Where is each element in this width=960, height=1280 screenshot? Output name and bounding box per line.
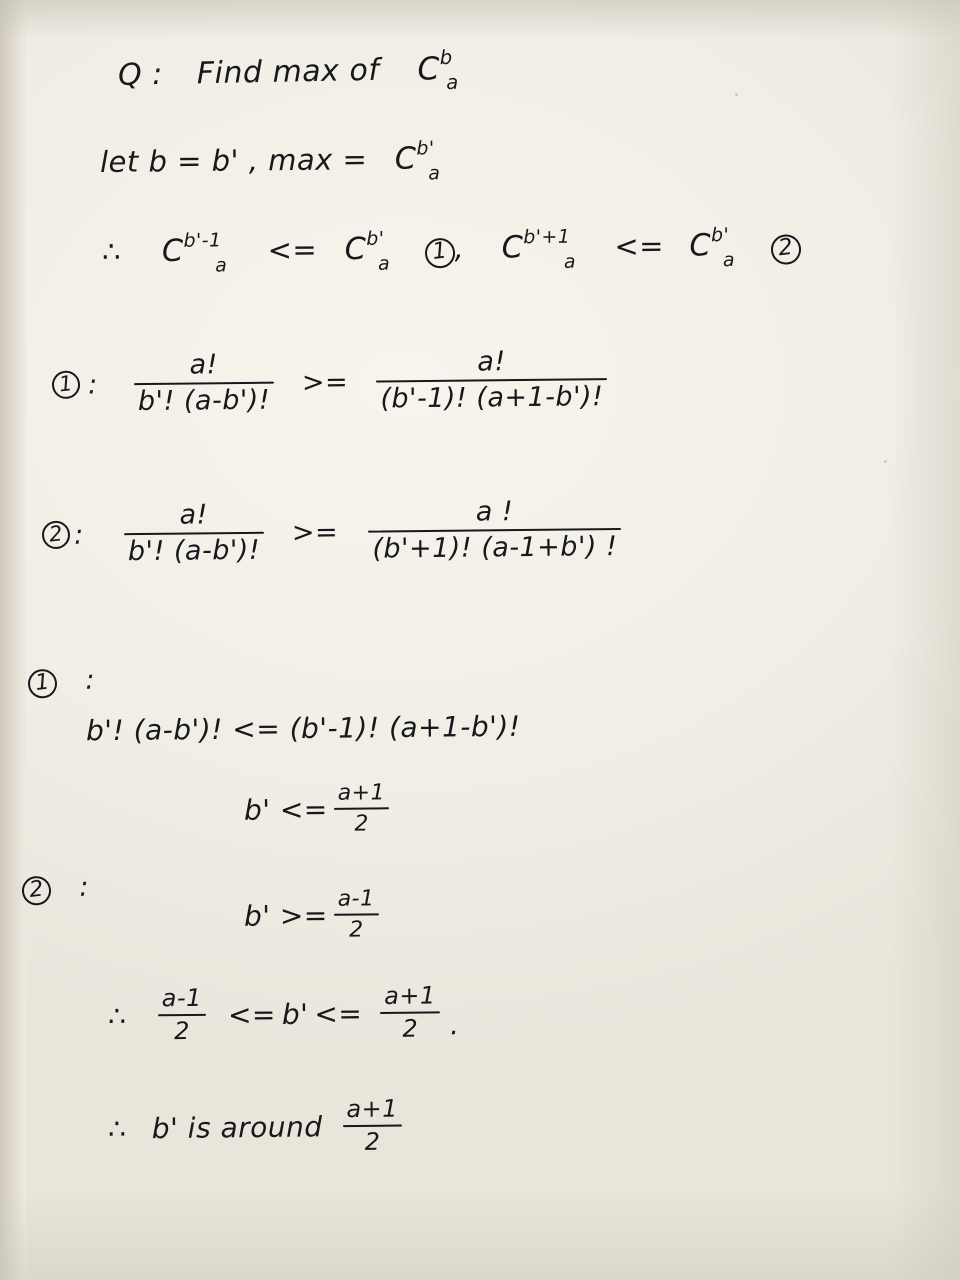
denominator: 2 [354, 811, 370, 837]
equation-1-rhs-fraction [376, 347, 608, 414]
numerator: a+1 [337, 780, 386, 806]
solve-1-step-1: b'! (a-b')! <= (b'-1)! (a+1-b')! [85, 709, 521, 748]
numerator: a! [189, 349, 219, 381]
binomial-C: C [501, 230, 524, 266]
denominator: 2 [349, 917, 364, 943]
therefore-inequalities-line [101, 224, 802, 277]
denominator: b'! (a-b')! [137, 384, 271, 418]
binomial-C: C [394, 141, 417, 177]
binomial-C: C [417, 50, 441, 88]
solve-1-colon: : [85, 664, 96, 696]
therefore-symbol: ∴ [101, 234, 121, 269]
solve-2-tag: 2 [20, 875, 52, 907]
equation-tag-1: 1 [423, 237, 456, 270]
denominator: 2 [364, 1127, 381, 1157]
let-text: let b = b' , max = [99, 142, 368, 179]
equation-2-lhs-fraction [123, 501, 264, 567]
fraction-bar [380, 1012, 440, 1015]
term-1 [161, 229, 244, 277]
comma: , [454, 231, 465, 266]
solve-1-step-2 [244, 781, 396, 837]
paper-speck [735, 93, 738, 96]
equation-1-relation: >= [301, 366, 349, 399]
binomial-sub: a [377, 252, 391, 275]
conclusion-2-fraction [342, 1096, 402, 1155]
binomial-sub: a [215, 253, 228, 277]
conclusion-1-relation-2: <= [314, 996, 363, 1031]
question-text: Find max of [196, 52, 380, 92]
relation-2: <= [614, 228, 665, 264]
solve-2-step [244, 887, 385, 943]
binomial-sup: b'+1 [523, 225, 571, 249]
numerator: a+1 [346, 1094, 399, 1124]
equation-2-tag: 2 [40, 520, 71, 551]
denominator: 2 [174, 1017, 191, 1046]
let-line [99, 137, 447, 184]
fraction-bar [343, 1125, 403, 1128]
solve-1-tag-line [28, 665, 95, 699]
page-left-edge-shadow [0, 0, 26, 1280]
equation-1-lhs-fraction [133, 351, 274, 417]
question-binomial [417, 45, 466, 95]
equation-2-colon: : [73, 519, 84, 551]
conclusion-1-upper-fraction [380, 983, 440, 1042]
binomial-sub: a [722, 248, 736, 271]
binomial-C: C [689, 228, 712, 264]
let-binomial [394, 137, 447, 184]
numerator: a! [477, 346, 506, 378]
solve-1-tag: 1 [26, 668, 58, 700]
fraction-bar [158, 1014, 206, 1017]
conclusion-1-variable: b' [281, 997, 309, 1031]
page-right-shadow [890, 0, 960, 1280]
denominator: (b'+1)! (a-1+b') ! [372, 531, 618, 565]
binomial-sub: a [446, 71, 459, 95]
equation-2-relation: >= [291, 516, 339, 549]
binomial-sup: b' [710, 224, 730, 247]
conclusion-1-line [108, 983, 460, 1045]
page-bottom-shadow [0, 1190, 960, 1280]
equation-1-tag: 1 [50, 370, 81, 401]
binomial-sup: b' [416, 137, 435, 160]
denominator: b'! (a-b')! [127, 535, 261, 568]
term-2 [344, 227, 407, 275]
conclusion-1-period: . [449, 1008, 460, 1042]
conclusion-2-text: b' is around [151, 1110, 323, 1145]
therefore-symbol: ∴ [107, 999, 127, 1033]
solve-2-tag-line [22, 872, 89, 906]
binomial-sub: a [428, 161, 441, 184]
equation-2-line [42, 497, 628, 568]
question-line [117, 45, 466, 97]
binomial-C: C [161, 233, 184, 270]
therefore-symbol: ∴ [107, 1112, 127, 1146]
paper-speck [884, 460, 887, 463]
binomial-C: C [344, 232, 367, 268]
relation-1: <= [267, 232, 318, 268]
binomial-sub: a [563, 250, 577, 273]
term-4 [689, 224, 752, 271]
numerator: a-1 [337, 886, 375, 912]
denominator: 2 [402, 1014, 419, 1043]
solve-2-colon: : [79, 871, 90, 903]
term-3 [501, 225, 592, 273]
conclusion-1-relation-1: <= [227, 997, 277, 1032]
numerator: a-1 [161, 983, 202, 1013]
solve-2-fraction [334, 887, 379, 942]
question-label: Q : [117, 56, 164, 93]
equation-2-rhs-fraction [368, 497, 622, 564]
page-top-shadow [0, 0, 960, 40]
binomial-sup: b'-1 [183, 229, 222, 252]
equation-1-line [52, 347, 614, 418]
equation-tag-2: 2 [770, 233, 803, 266]
binomial-sup: b [439, 45, 453, 70]
solve-2-step-lhs: b' >= [243, 898, 328, 933]
fraction-bar [334, 913, 379, 915]
numerator: a! [179, 499, 209, 531]
solve-1-step-2-lhs: b' <= [243, 792, 328, 827]
equation-1-colon: : [87, 369, 98, 401]
conclusion-2-line [108, 1096, 409, 1158]
binomial-sup: b' [366, 227, 385, 251]
numerator: a+1 [383, 981, 436, 1010]
solve-1-fraction [334, 781, 390, 836]
conclusion-1-lower-fraction [158, 983, 207, 1046]
numerator: a ! [475, 496, 514, 528]
denominator: (b'-1)! (a+1-b')! [380, 381, 604, 415]
fraction-bar [334, 807, 389, 810]
